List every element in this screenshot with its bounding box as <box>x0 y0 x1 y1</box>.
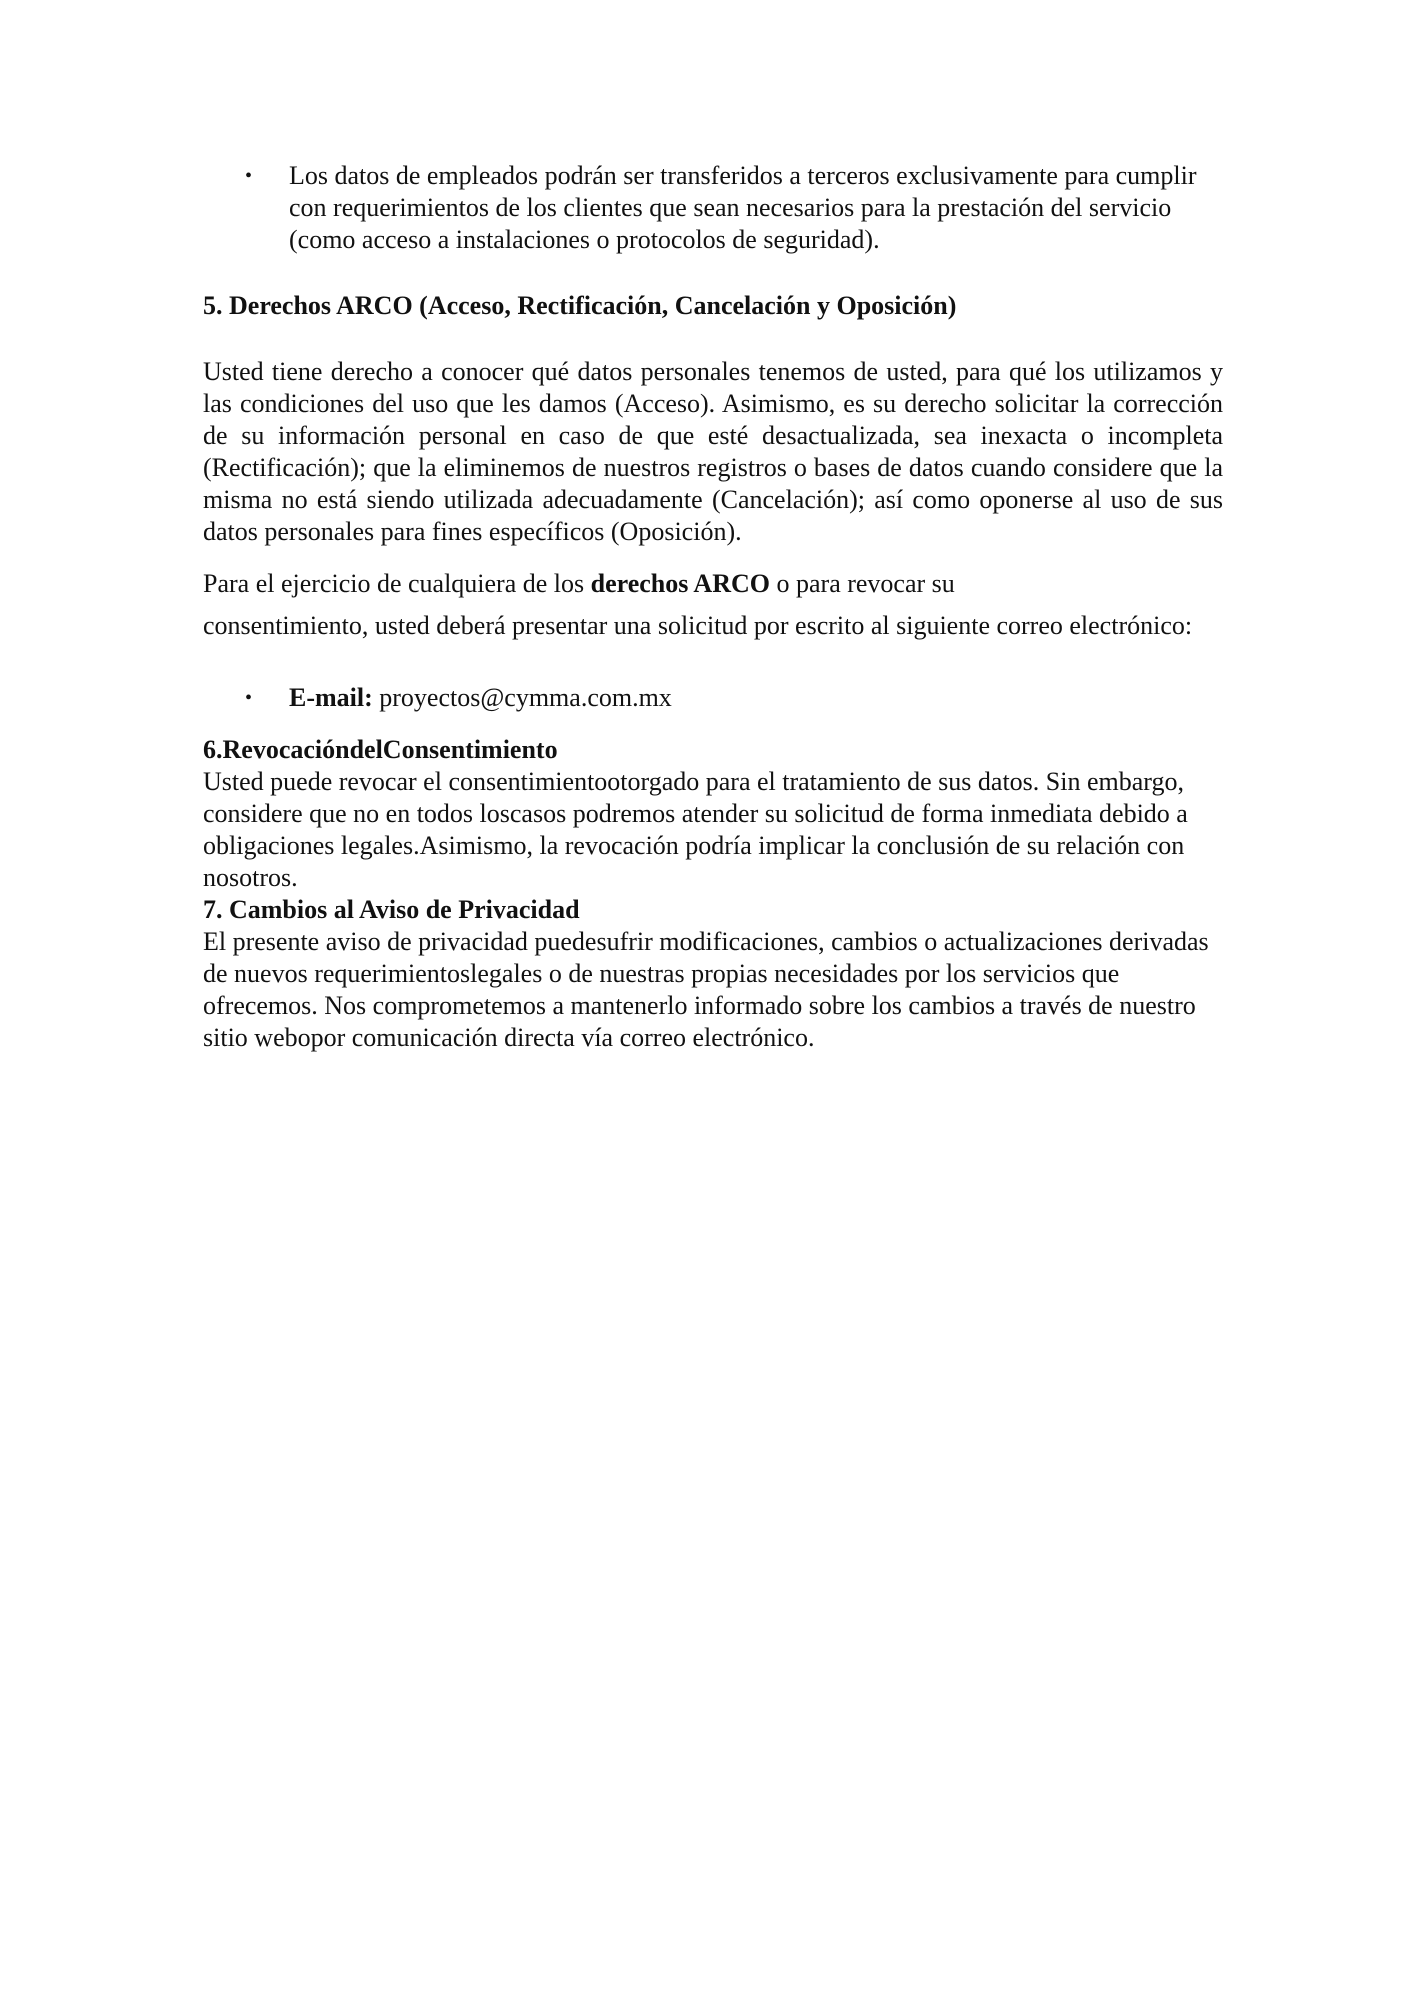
document-body <box>203 160 1223 1054</box>
email-value: proyectos@cymma.com.mx <box>372 683 672 712</box>
section-6-heading: 6.RevocacióndelConsentimiento <box>203 735 558 764</box>
arco-exercise-post: o para revocar su <box>770 569 955 598</box>
email-label: E-mail: <box>289 683 373 712</box>
section-5-paragraph: Usted tiene derecho a conocer qué datos personales tenemos de usted, para qué los utilizamos y las condiciones del uso que les damos (Acceso). Asimismo, es su derecho solicitar la corrección de su información personal en caso de que esté desactualizada, sea inexacta o incompleta (Rectificación); que la eliminemos de nuestros registros o bases de datos cuando considere que la misma no está siendo utilizada adecuadamente (Cancelación); así como oponerse al uso de sus datos personales para fines específicos (Oposición). <box>203 357 1223 546</box>
transfer-list <box>203 160 1223 256</box>
section-6-paragraph: Usted puede revocar el consentimientootorgado para el tratamiento de sus datos. Sin embargo, considere que no en todos loscasos podremos atender su solicitud de forma inmediata debido a obligaciones legales.Asimismo, la revocación podría implicar la conclusión de su relación con nosotros. <box>203 767 1188 892</box>
bullet-icon: • <box>245 687 253 709</box>
section-5-heading: 5. Derechos ARCO (Acceso, Rectificación, Cancelación y Oposición) <box>203 291 957 320</box>
bullet-icon: • <box>245 165 253 187</box>
arco-exercise-pre: Para el ejercicio de cualquiera de los <box>203 569 591 598</box>
email-list <box>203 682 1223 714</box>
arco-exercise-bold: derechos ARCO <box>590 569 770 598</box>
transfer-bullet-text: Los datos de empleados podrán ser transferidos a terceros exclusivamente para cumplir con requerimientos de los clientes que sean necesarios para la prestación del servicio (como acceso a instalaciones o protocolos de seguridad). <box>289 161 1197 254</box>
arco-exercise-line-2: consentimiento, usted deberá presentar una solicitud por escrito al siguiente correo electrónico: <box>203 611 1193 640</box>
arco-exercise-line-1 <box>203 568 1223 600</box>
section-7-heading: 7. Cambios al Aviso de Privacidad <box>203 895 580 924</box>
section-7-paragraph: El presente aviso de privacidad puedesufrir modificaciones, cambios o actualizaciones derivadas de nuevos requerimientoslegales o de nuestras propias necesidades por los servicios que ofrecemos. Nos comprometemos a mantenerlo informado sobre los cambios a través de nuestro sitio webopor comunicación directa vía correo electrónico. <box>203 927 1209 1052</box>
list-item <box>203 160 1223 256</box>
list-item <box>203 682 1223 714</box>
